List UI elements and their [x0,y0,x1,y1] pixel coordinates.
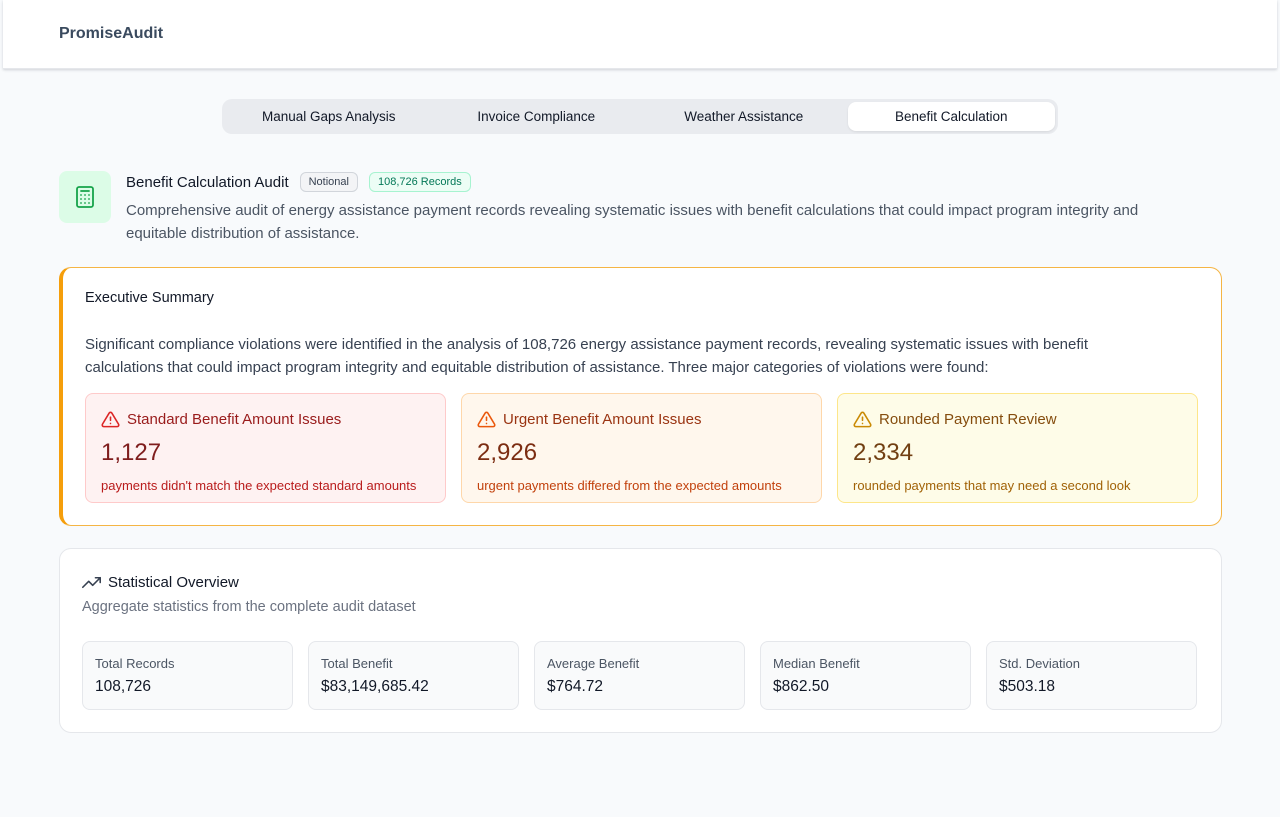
tab-benefit-calculation[interactable]: Benefit Calculation [848,102,1056,131]
card-value: 2,334 [853,439,914,466]
card-description: rounded payments that may need a second look [853,478,1131,493]
executive-summary-text: Significant compliance violations were identified in the analysis of 108,726 energy assistance payment records, revealing systematic issues with benefit calculations that could impact program integrity and equitable distribution of assistance. Three major categories of violations were found: [85,336,1089,376]
urgent-benefit-issues-card [461,393,822,503]
stat-label: Median Benefit [773,656,860,671]
brand-logo[interactable]: PromiseAudit [59,25,164,42]
stat-label: Total Records [95,656,175,671]
top-bar [3,0,1277,69]
page-header [126,171,471,193]
warning-icon [101,410,120,429]
notional-badge: Notional [300,172,358,192]
records-badge: 108,726 Records [369,172,471,192]
stat-value: $503.18 [999,678,1056,695]
page-description: Comprehensive audit of energy assistance payment records revealing systematic issues with benefit calculations that could impact program integrity and equitable distribution of assistance. [126,202,1139,242]
card-value: 2,926 [477,439,538,466]
stat-label: Std. Deviation [999,656,1080,671]
statistical-overview-subtitle: Aggregate statistics from the complete audit dataset [82,599,416,615]
stat-median-benefit [760,641,971,710]
stat-std-deviation [986,641,1197,710]
stat-value: $764.72 [547,678,604,695]
card-description: urgent payments differed from the expected amounts [477,478,782,493]
statistical-overview-title: Statistical Overview [108,574,239,591]
executive-summary-title: Executive Summary [85,290,214,306]
card-description: payments didn't match the expected standard amounts [101,478,417,493]
rounded-payment-review-card [837,393,1198,503]
tab-manual-gaps-analysis[interactable]: Manual Gaps Analysis [261,109,396,124]
standard-benefit-issues-card [85,393,446,503]
tab-invoice-compliance[interactable]: Invoice Compliance [477,109,596,124]
executive-summary-panel [59,267,1222,526]
stat-total-benefit [308,641,519,710]
card-title: Rounded Payment Review [879,411,1057,428]
stat-label: Total Benefit [321,656,393,671]
tab-bar [222,99,1058,134]
stat-total-records [82,641,293,710]
page-title: Benefit Calculation Audit [126,173,289,191]
statistical-overview-panel [59,548,1222,733]
stat-value: $862.50 [773,678,830,695]
card-title: Urgent Benefit Amount Issues [503,411,702,428]
trending-up-icon [82,573,101,592]
tab-weather-assistance[interactable]: Weather Assistance [684,109,804,124]
warning-icon [853,410,872,429]
stat-average-benefit [534,641,745,710]
stat-value: $83,149,685.42 [321,678,429,695]
calculator-icon [59,171,111,223]
card-value: 1,127 [101,439,162,466]
card-title: Standard Benefit Amount Issues [127,411,342,428]
warning-icon [477,410,496,429]
stat-label: Average Benefit [547,656,640,671]
stat-value: 108,726 [95,678,152,695]
